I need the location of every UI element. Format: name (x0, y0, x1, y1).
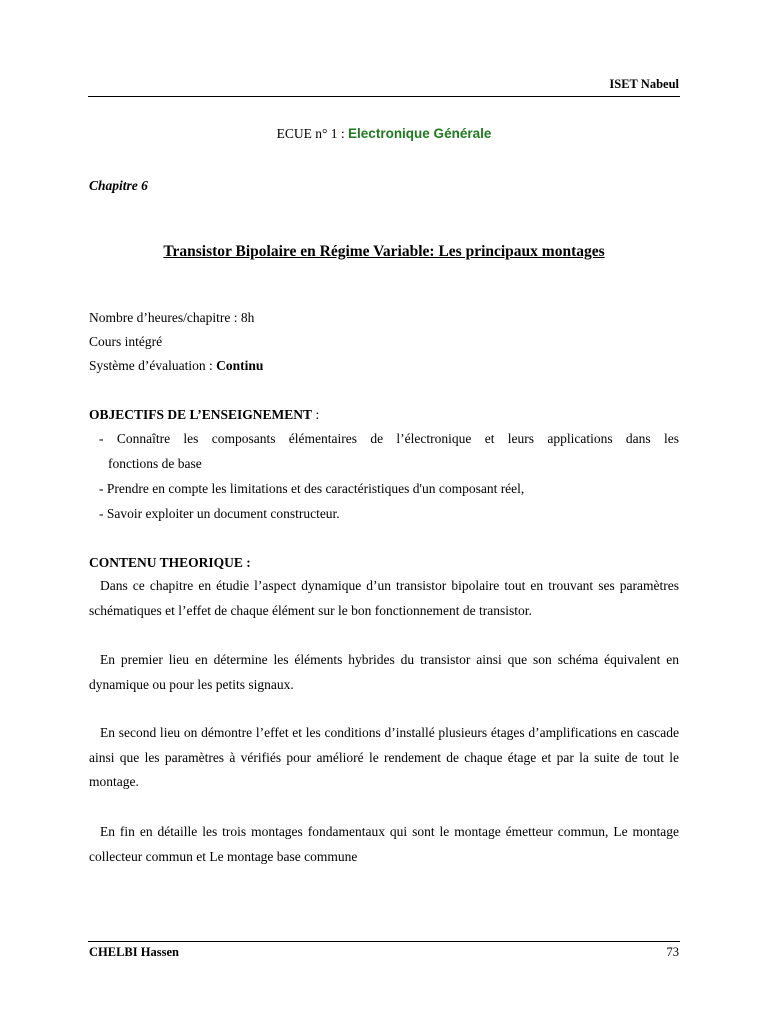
objective-item-1 (89, 427, 679, 476)
ecue-line (0, 126, 768, 142)
ecue-prefix: ECUE n° 1 : (276, 126, 349, 141)
header-rule (88, 96, 680, 97)
content-paragraph-1: Dans ce chapitre en étudie l’aspect dynamique d’un transistor bipolaire tout en trouvant ses paramètres schématiques et l’effet de chaque élément sur le bon fonctionnement de transistor. (89, 578, 679, 618)
info-course-type: Cours intégré (89, 334, 163, 349)
footer-author: CHELBI Hassen (89, 945, 179, 959)
content-paragraph-2: En premier lieu en détermine les éléments hybrides du transistor ainsi que son schéma équivalent en dynamique ou pour les petits signaux. (89, 652, 679, 692)
objectives-heading-text: OBJECTIFS DE L’ENSEIGNEMENT (89, 407, 313, 422)
objectives-heading (89, 407, 319, 423)
objective-item-1-line-2: fonctions de base (108, 455, 202, 471)
footer-rule (88, 941, 680, 942)
evaluation-label: Système d’évaluation : (89, 358, 217, 373)
header-organization: ISET Nabeul (609, 77, 679, 91)
content-paragraph-3: En second lieu on démontre l’effet et les conditions d’installé plusieurs étages d’amplifications en cascade ainsi que les paramètres à vérifiés pour amélioré le rendement de chaque étage et par la suite de tout le montage. (89, 725, 679, 789)
evaluation-value: Continu (216, 358, 264, 373)
page-number: 73 (666, 945, 679, 959)
objective-item-2: - Prendre en compte les limitations et des caractéristiques d'un composant réel, (99, 481, 525, 496)
objective-item-1-line-1: - Connaître les composants élémentaires de l’électronique et leurs applications dans les (99, 431, 679, 446)
ecue-course-name: Electronique Générale (348, 126, 492, 141)
content-paragraph-4: En fin en détaille les trois montages fondamentaux qui sont le montage émetteur commun, Le montage collecteur commun et Le montage base commune (89, 824, 679, 864)
objective-item-3: - Savoir exploiter un document constructeur. (99, 506, 340, 521)
info-evaluation (89, 358, 263, 374)
chapter-title: Transistor Bipolaire en Régime Variable: Les principaux montages (163, 243, 605, 260)
objectives-heading-colon: : (312, 407, 320, 422)
info-hours: Nombre d’heures/chapitre : 8h (89, 310, 255, 325)
chapter-label: Chapitre 6 (89, 178, 148, 193)
content-heading: CONTENU THEORIQUE : (89, 555, 251, 570)
